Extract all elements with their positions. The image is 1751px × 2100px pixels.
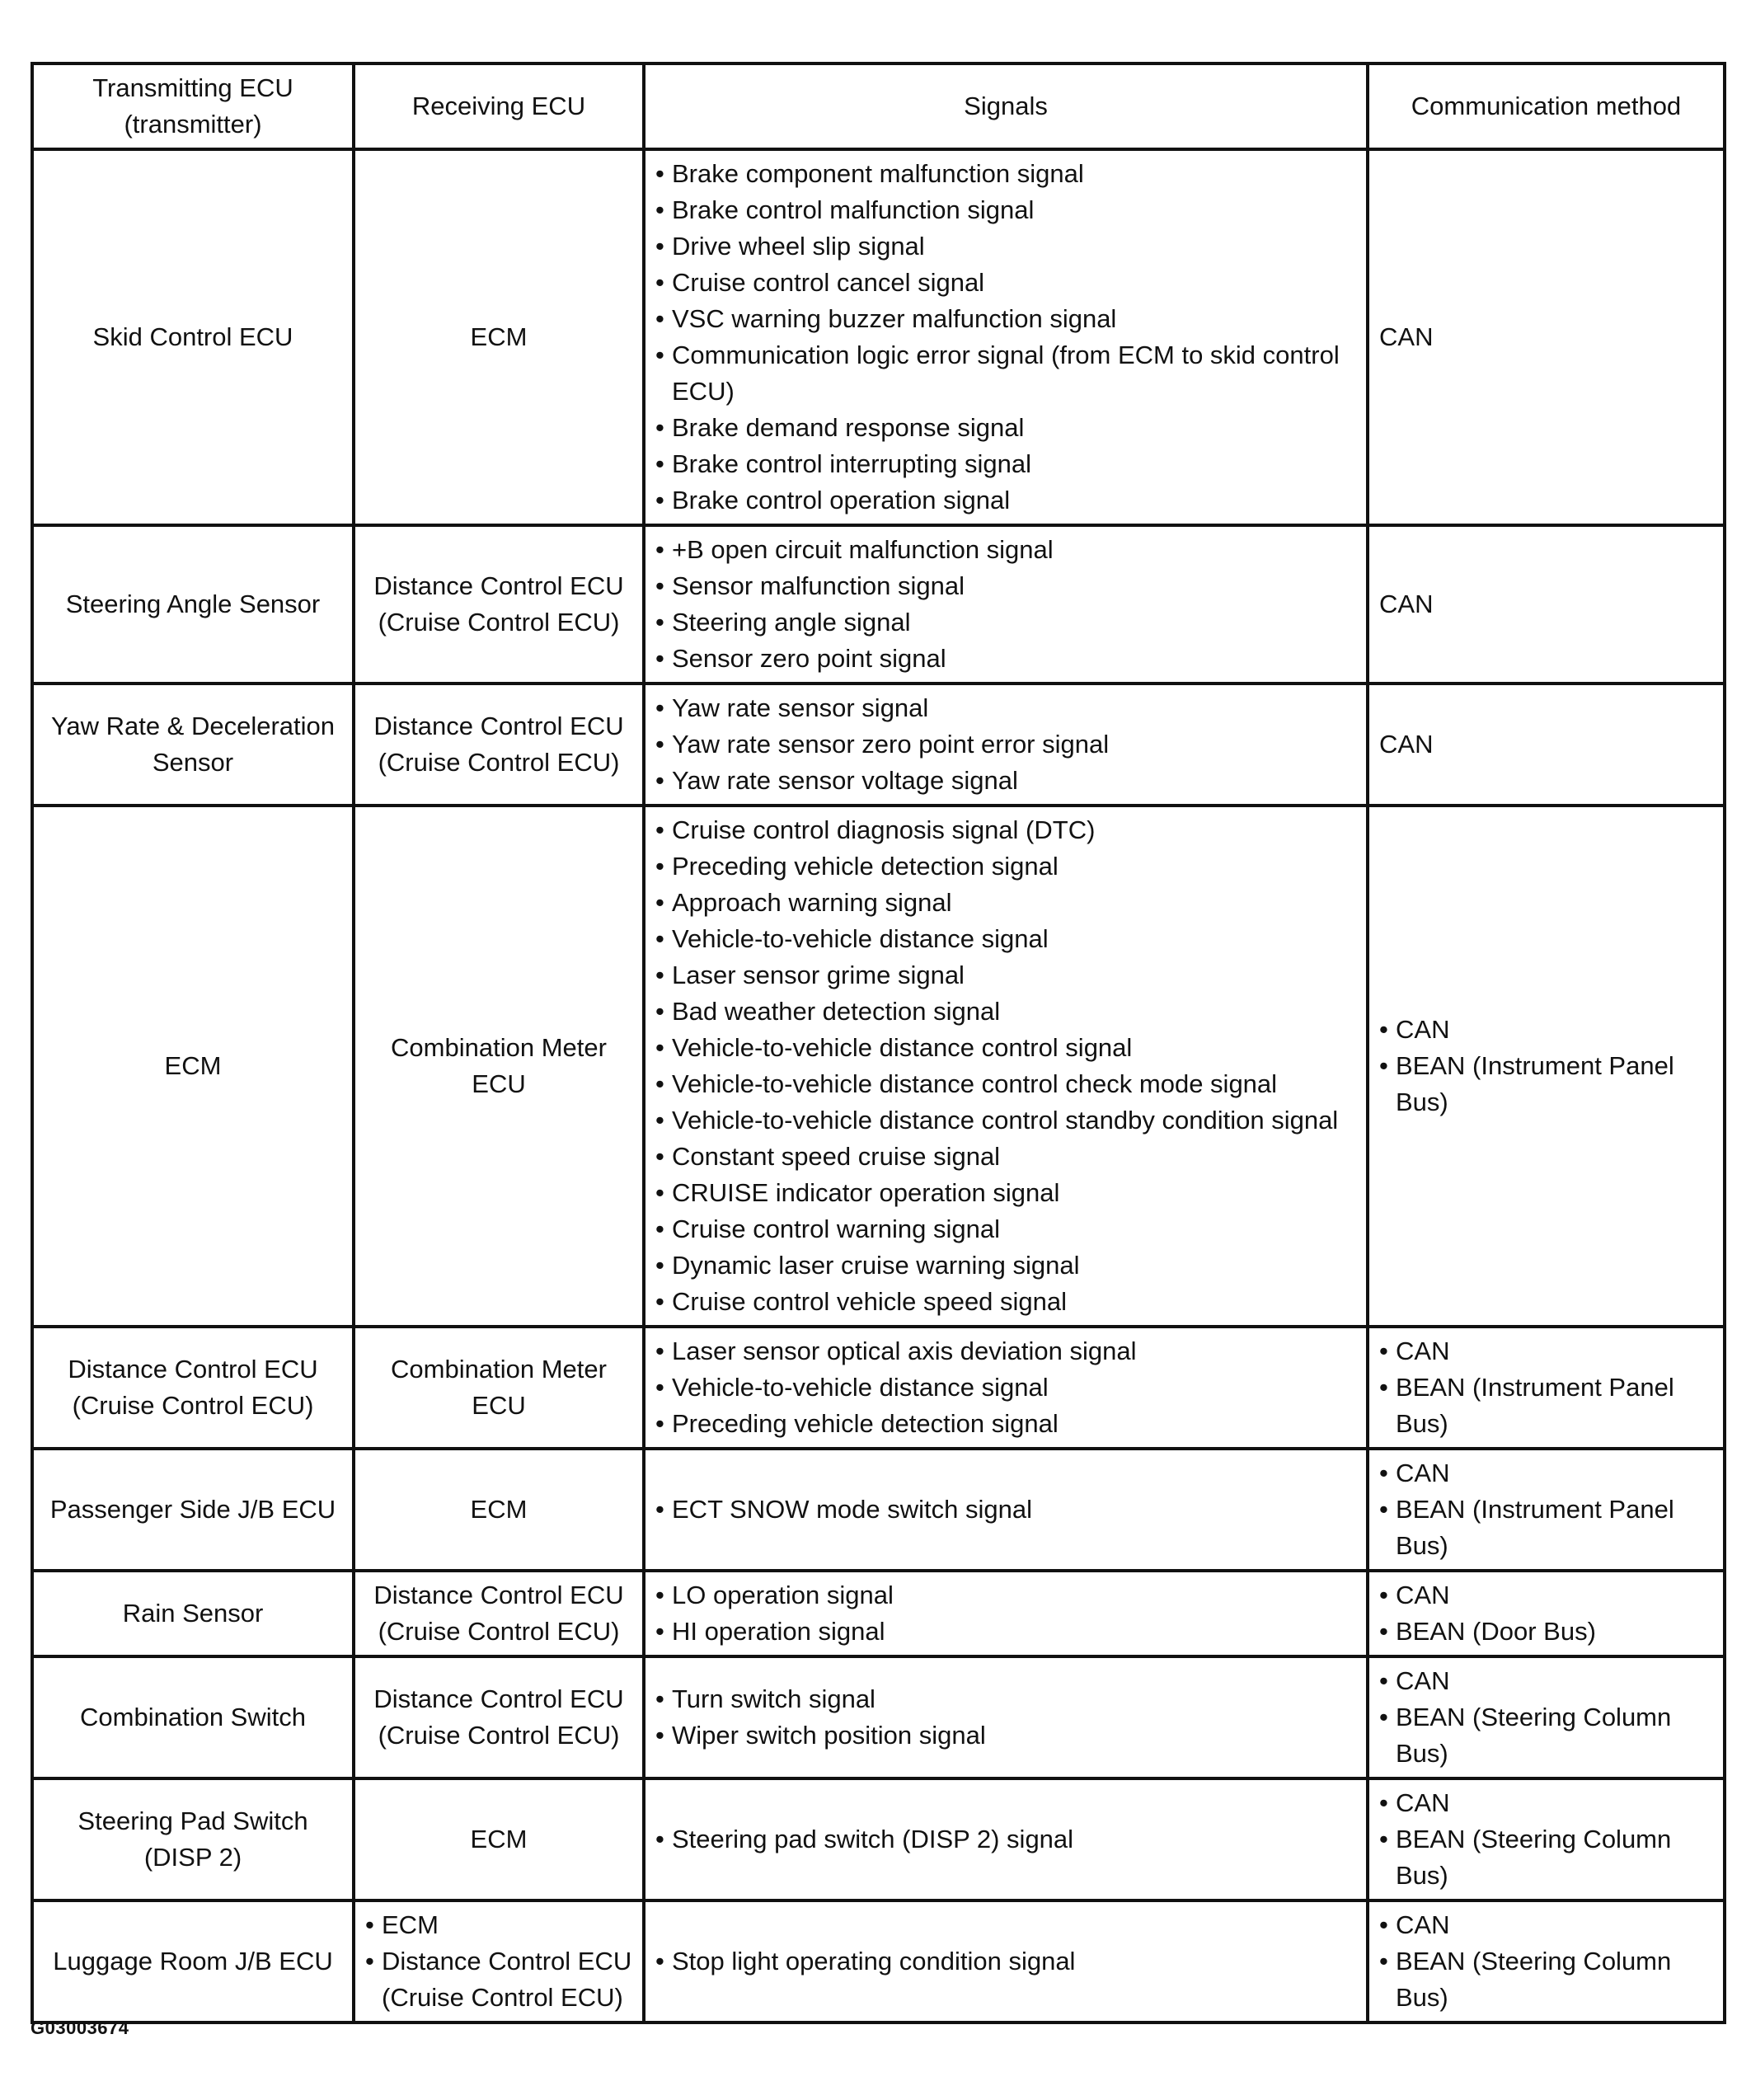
receiving-ecu-cell: ECM (354, 149, 644, 525)
signal-item: • Vehicle-to-vehicle distance signal (655, 1369, 1356, 1406)
transmitting-ecu-cell: Steering Angle Sensor (32, 525, 354, 684)
signal-item: • Preceding vehicle detection signal (655, 848, 1356, 885)
header-communication-method: Communication method (1368, 63, 1725, 149)
receiving-ecu-list (365, 1907, 632, 2016)
signal-item: • Laser sensor grime signal (655, 957, 1356, 994)
receiving-ecu-cell: Distance Control ECU (Cruise Control ECU) (354, 1656, 644, 1778)
ecu-communication-table (31, 62, 1726, 2024)
signal-item: • Cruise control diagnosis signal (DTC) (655, 812, 1356, 848)
signal-item: • Yaw rate sensor zero point error signal (655, 726, 1356, 763)
communication-method-item: • CAN (1379, 1663, 1713, 1699)
communication-method-item: • BEAN (Steering Column Bus) (1379, 1699, 1713, 1772)
signals-cell (644, 1778, 1368, 1900)
transmitting-ecu-cell: Steering Pad Switch (DISP 2) (32, 1778, 354, 1900)
signal-item: • HI operation signal (655, 1614, 1356, 1650)
signal-item: • Drive wheel slip signal (655, 228, 1356, 265)
header-signals: Signals (644, 63, 1368, 149)
table-row (32, 1900, 1725, 2022)
signals-cell (644, 1656, 1368, 1778)
receiving-ecu-cell: Distance Control ECU (Cruise Control ECU) (354, 684, 644, 806)
receiving-ecu-item: • ECM (365, 1907, 632, 1943)
communication-method-list (1379, 1012, 1713, 1120)
signal-item: • LO operation signal (655, 1577, 1356, 1614)
figure-id: G03003674 (31, 2018, 129, 2038)
transmitting-ecu-cell: Combination Switch (32, 1656, 354, 1778)
signal-list (655, 1333, 1356, 1442)
table-row (32, 1449, 1725, 1571)
communication-method-item: • BEAN (Steering Column Bus) (1379, 1821, 1713, 1894)
signal-item: • ECT SNOW mode switch signal (655, 1492, 1356, 1528)
signal-item: • Brake control operation signal (655, 482, 1356, 519)
signal-list (655, 1681, 1356, 1754)
communication-method-cell (1368, 1571, 1725, 1656)
signal-item: • Cruise control cancel signal (655, 265, 1356, 301)
communication-method-cell (1368, 806, 1725, 1327)
signal-item: • Vehicle-to-vehicle distance control signal (655, 1030, 1356, 1066)
signal-list (655, 532, 1356, 677)
receiving-ecu-cell: ECM (354, 1449, 644, 1571)
communication-method-item: • CAN (1379, 1012, 1713, 1048)
communication-method-item: • BEAN (Instrument Panel Bus) (1379, 1048, 1713, 1120)
signal-item: • Sensor zero point signal (655, 641, 1356, 677)
signal-table-sheet (31, 62, 1723, 2024)
communication-method-item: • CAN (1379, 1785, 1713, 1821)
header-transmitting-ecu: Transmitting ECU (transmitter) (32, 63, 354, 149)
communication-method-cell: CAN (1368, 525, 1725, 684)
signal-item: • Brake control interrupting signal (655, 446, 1356, 482)
signals-cell (644, 525, 1368, 684)
signal-item: • Communication logic error signal (from ECM to skid control ECU) (655, 337, 1356, 410)
communication-method-list (1379, 1663, 1713, 1772)
table-row (32, 1327, 1725, 1449)
signal-item: • Stop light operating condition signal (655, 1943, 1356, 1980)
table-row (32, 1571, 1725, 1656)
transmitting-ecu-cell: Passenger Side J/B ECU (32, 1449, 354, 1571)
signal-item: • Wiper switch position signal (655, 1717, 1356, 1754)
signal-item: • Brake demand response signal (655, 410, 1356, 446)
receiving-ecu-cell: Distance Control ECU (Cruise Control ECU) (354, 1571, 644, 1656)
signal-item: • Cruise control vehicle speed signal (655, 1284, 1356, 1320)
signal-item: • Vehicle-to-vehicle distance signal (655, 921, 1356, 957)
communication-method-item: • BEAN (Door Bus) (1379, 1614, 1713, 1650)
signals-cell (644, 1327, 1368, 1449)
signal-list (655, 1577, 1356, 1650)
signal-item: • Steering angle signal (655, 604, 1356, 641)
receiving-ecu-cell (354, 1900, 644, 2022)
signals-cell (644, 806, 1368, 1327)
transmitting-ecu-cell: Rain Sensor (32, 1571, 354, 1656)
signal-item: • Vehicle-to-vehicle distance control check mode signal (655, 1066, 1356, 1102)
communication-method-cell (1368, 1778, 1725, 1900)
communication-method-item: • BEAN (Instrument Panel Bus) (1379, 1369, 1713, 1442)
communication-method-list (1379, 1907, 1713, 2016)
signal-item: • Vehicle-to-vehicle distance control standby condition signal (655, 1102, 1356, 1139)
signal-list (655, 1943, 1356, 1980)
signal-item: • Brake control malfunction signal (655, 192, 1356, 228)
communication-method-cell (1368, 1327, 1725, 1449)
signal-item: • Preceding vehicle detection signal (655, 1406, 1356, 1442)
receiving-ecu-cell: Distance Control ECU (Cruise Control ECU) (354, 525, 644, 684)
signal-item: • Constant speed cruise signal (655, 1139, 1356, 1175)
signal-item: • Laser sensor optical axis deviation signal (655, 1333, 1356, 1369)
signal-list (655, 1492, 1356, 1528)
table-body (32, 149, 1725, 2022)
signal-item: • Sensor malfunction signal (655, 568, 1356, 604)
transmitting-ecu-cell: Skid Control ECU (32, 149, 354, 525)
communication-method-list (1379, 1785, 1713, 1894)
signal-item: • VSC warning buzzer malfunction signal (655, 301, 1356, 337)
signals-cell (644, 684, 1368, 806)
receiving-ecu-cell: ECM (354, 1778, 644, 1900)
table-row (32, 1778, 1725, 1900)
signal-item: • Cruise control warning signal (655, 1211, 1356, 1247)
signal-item: • Yaw rate sensor voltage signal (655, 763, 1356, 799)
communication-method-item: • CAN (1379, 1577, 1713, 1614)
communication-method-item: • CAN (1379, 1455, 1713, 1492)
signals-cell (644, 149, 1368, 525)
signal-item: • Approach warning signal (655, 885, 1356, 921)
communication-method-item: • CAN (1379, 1333, 1713, 1369)
signal-item: • Bad weather detection signal (655, 994, 1356, 1030)
table-header-row (32, 63, 1725, 149)
table-row (32, 1656, 1725, 1778)
receiving-ecu-item: • Distance Control ECU (Cruise Control ECU) (365, 1943, 632, 2016)
signal-item: • +B open circuit malfunction signal (655, 532, 1356, 568)
communication-method-cell: CAN (1368, 684, 1725, 806)
table-row (32, 149, 1725, 525)
signal-item: • Dynamic laser cruise warning signal (655, 1247, 1356, 1284)
receiving-ecu-cell: Combination Meter ECU (354, 806, 644, 1327)
communication-method-cell: CAN (1368, 149, 1725, 525)
signal-item: • Turn switch signal (655, 1681, 1356, 1717)
communication-method-item: • BEAN (Steering Column Bus) (1379, 1943, 1713, 2016)
communication-method-cell (1368, 1900, 1725, 2022)
communication-method-cell (1368, 1449, 1725, 1571)
signal-item: • CRUISE indicator operation signal (655, 1175, 1356, 1211)
signals-cell (644, 1571, 1368, 1656)
transmitting-ecu-cell: Yaw Rate & Deceleration Sensor (32, 684, 354, 806)
communication-method-list (1379, 1577, 1713, 1650)
signals-cell (644, 1449, 1368, 1571)
signal-list (655, 156, 1356, 519)
communication-method-item: • CAN (1379, 1907, 1713, 1943)
table-row (32, 806, 1725, 1327)
signal-item: • Yaw rate sensor signal (655, 690, 1356, 726)
table-row (32, 684, 1725, 806)
signal-list (655, 690, 1356, 799)
communication-method-list (1379, 1455, 1713, 1564)
communication-method-list (1379, 1333, 1713, 1442)
communication-method-cell (1368, 1656, 1725, 1778)
receiving-ecu-cell: Combination Meter ECU (354, 1327, 644, 1449)
header-receiving-ecu: Receiving ECU (354, 63, 644, 149)
signals-cell (644, 1900, 1368, 2022)
communication-method-item: • BEAN (Instrument Panel Bus) (1379, 1492, 1713, 1564)
transmitting-ecu-cell: Distance Control ECU (Cruise Control ECU) (32, 1327, 354, 1449)
signal-list (655, 812, 1356, 1320)
signal-item: • Steering pad switch (DISP 2) signal (655, 1821, 1356, 1858)
table-row (32, 525, 1725, 684)
signal-item: • Brake component malfunction signal (655, 156, 1356, 192)
signal-list (655, 1821, 1356, 1858)
transmitting-ecu-cell: ECM (32, 806, 354, 1327)
transmitting-ecu-cell: Luggage Room J/B ECU (32, 1900, 354, 2022)
